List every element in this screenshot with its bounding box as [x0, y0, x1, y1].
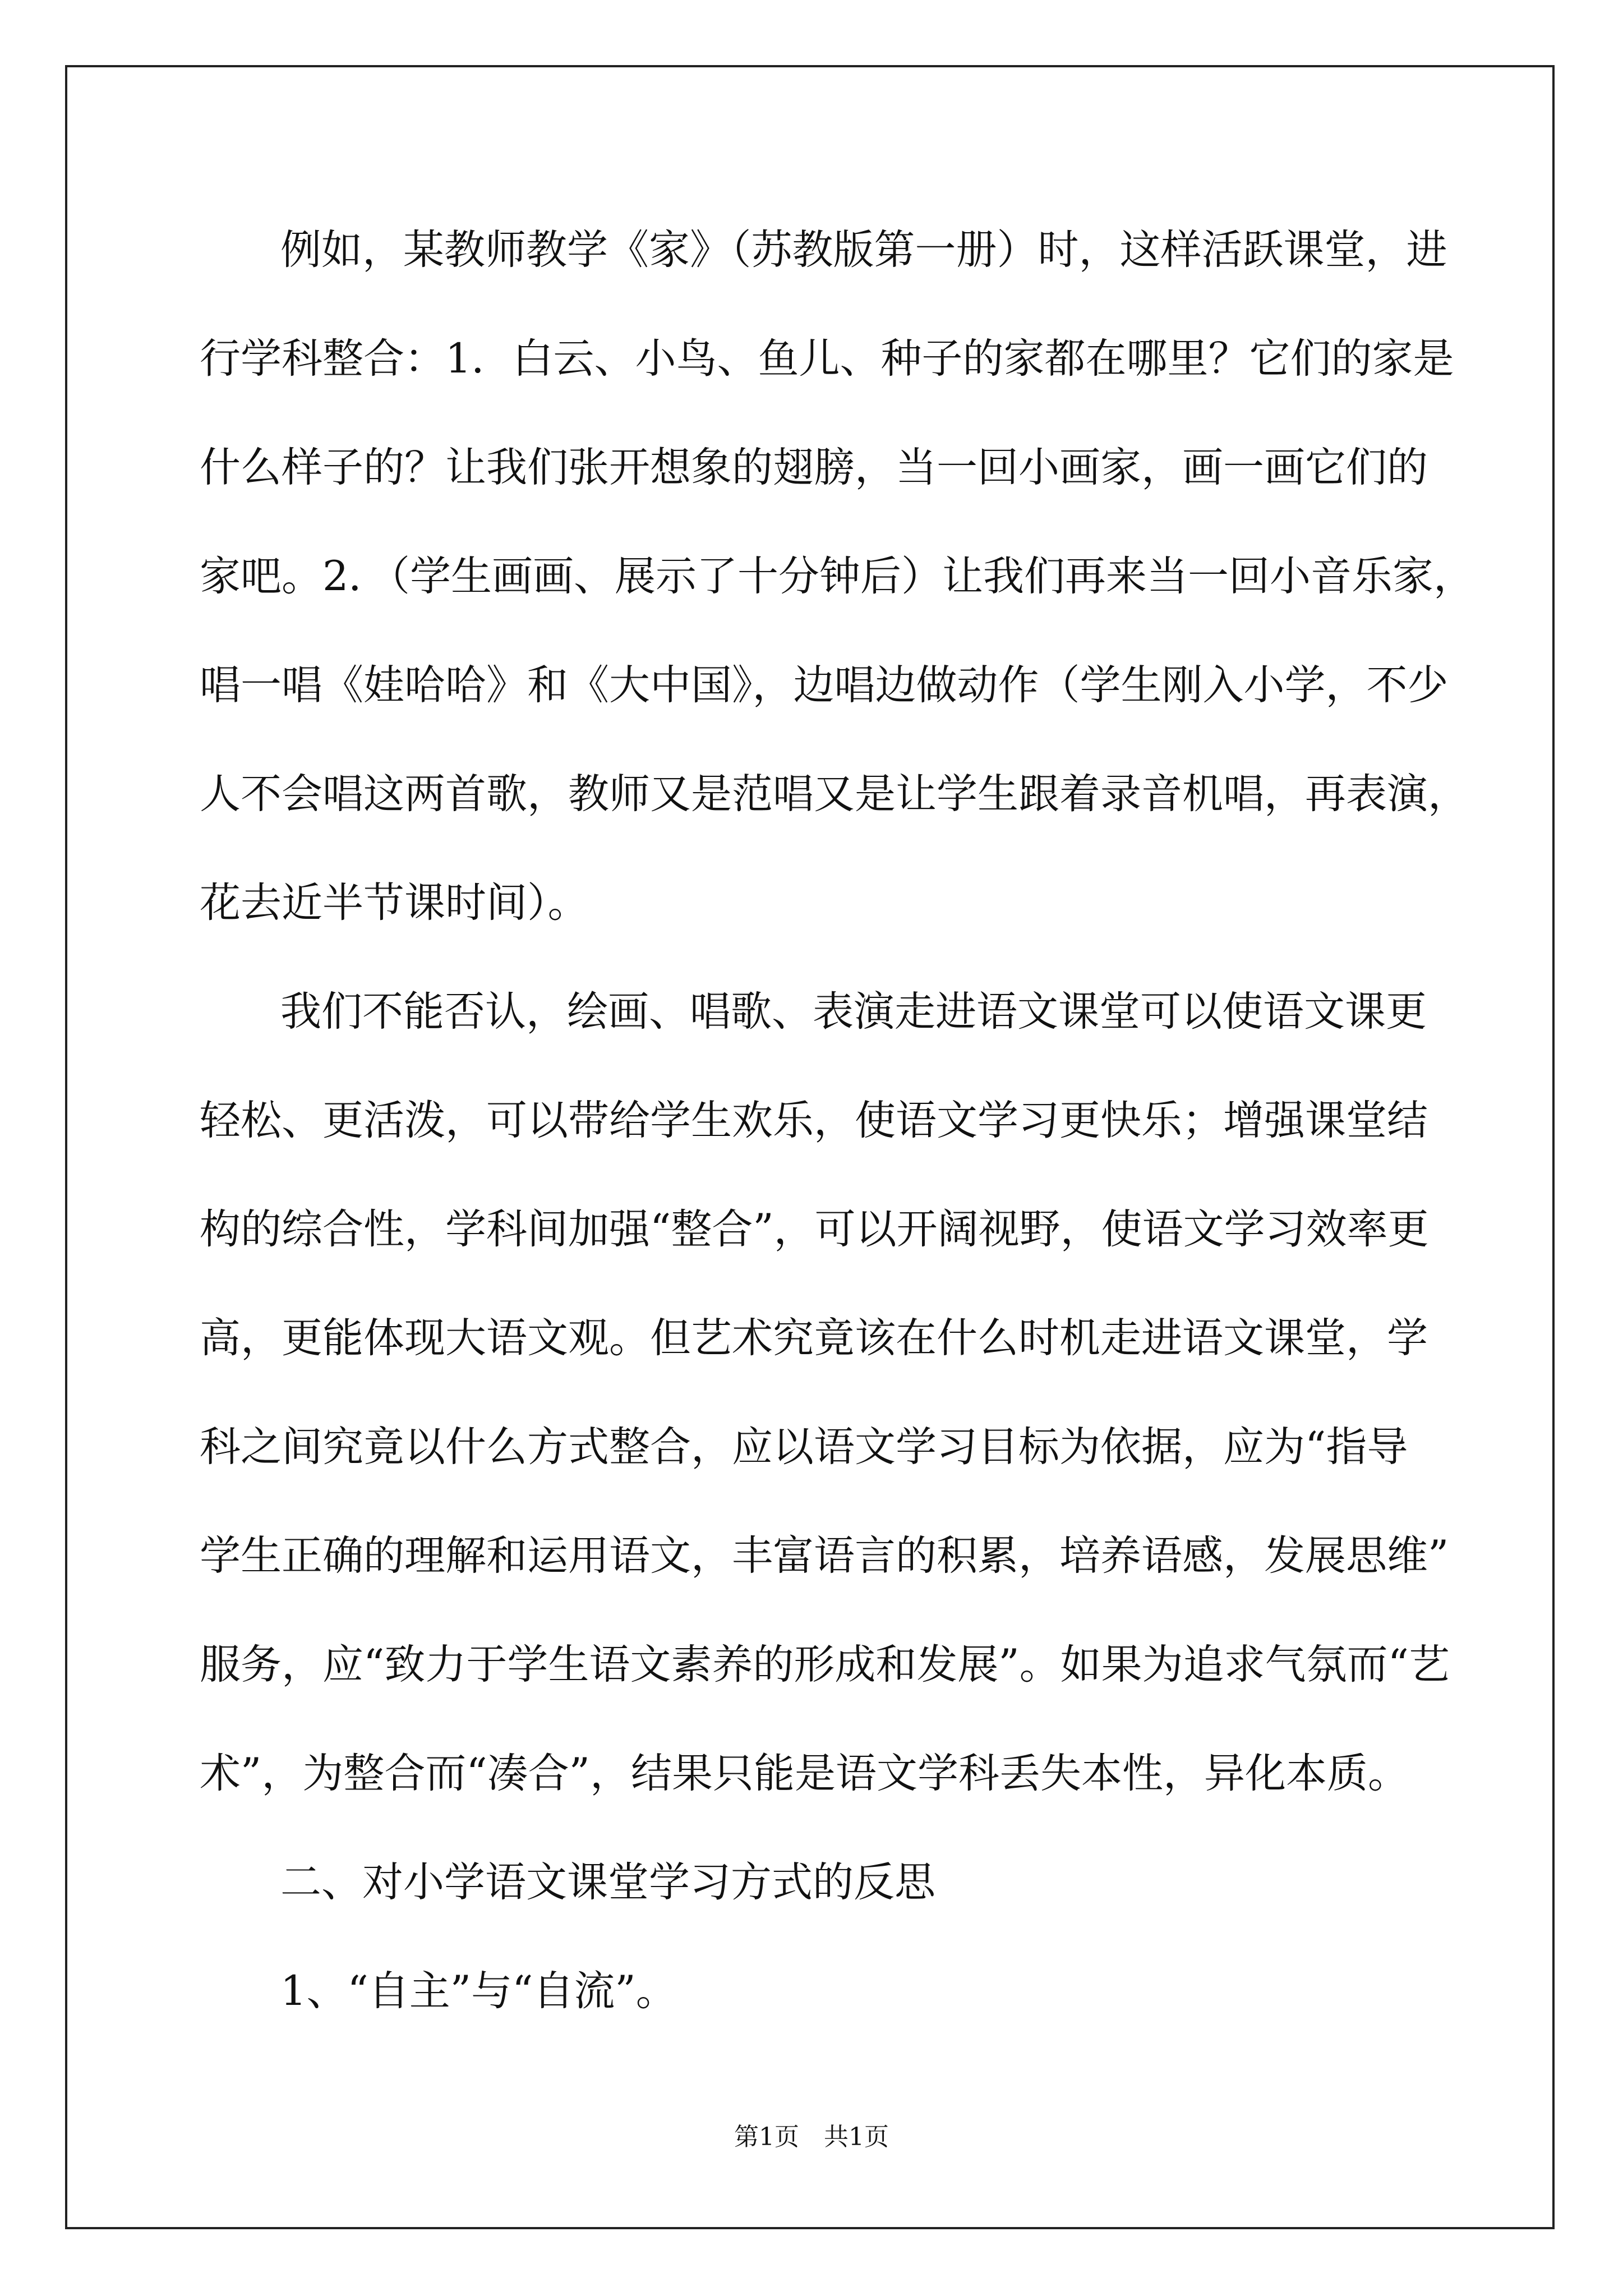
paragraph-1-line-6: 人不会唱这两首歌，教师又是范唱又是让学生跟着录音机唱，再表演，	[200, 770, 1469, 818]
paragraph-2-line-2: 轻松、更活泼，可以带给学生欢乐，使语文学习更快乐；增强课堂结	[200, 1097, 1428, 1144]
paragraph-1-line-5: 唱一唱《娃哈哈》和《大中国》，边唱边做动作（学生刚入小学，不少	[200, 661, 1449, 709]
paragraph-1-line-1: 例如，某教师教学《家》（苏教版第一册）时，这样活跃课堂，进	[280, 226, 1447, 274]
paragraph-2-line-7: 服务，应“致力于学生语文素养的形成和发展”。如果为追求气氛而“艺	[200, 1641, 1450, 1688]
subsection-heading: 1、“自主”与“自流”。	[280, 1967, 677, 2015]
paragraph-1-line-4: 家吧。2．（学生画画、展示了十分钟后）让我们再来当一回小音乐家，	[200, 553, 1474, 600]
page-footer: 第1页 共1页	[734, 2123, 889, 2151]
paragraph-2-line-8: 术”，为整合而“凑合”，结果只能是语文学科丢失本性，异化本质。	[200, 1750, 1409, 1797]
paragraph-2-line-6: 学生正确的理解和运用语文，丰富语言的积累，培养语感，发展思维”	[200, 1532, 1449, 1580]
paragraph-1-line-7: 花去近半节课时间）。	[200, 879, 589, 927]
section-heading: 二、对小学语文课堂学习方式的反思	[280, 1858, 935, 1906]
paragraph-2-line-5: 科之间究竟以什么方式整合，应以语文学习目标为依据，应为“指导	[200, 1423, 1408, 1471]
paragraph-1-line-3: 什么样子的？让我们张开想象的翅膀，当一回小画家，画一画它们的	[200, 444, 1428, 491]
paragraph-2-line-4: 高，更能体现大语文观。但艺术究竟该在什么时机走进语文课堂，学	[200, 1314, 1428, 1362]
paragraph-1-line-2: 行学科整合：1．白云、小鸟、鱼儿、种子的家都在哪里？它们的家是	[200, 335, 1454, 383]
paragraph-2-line-3: 构的综合性，学科间加强“整合”，可以开阔视野，使语文学习效率更	[200, 1205, 1429, 1253]
paragraph-2-line-1: 我们不能否认，绘画、唱歌、表演走进语文课堂可以使语文课更	[280, 988, 1427, 1036]
